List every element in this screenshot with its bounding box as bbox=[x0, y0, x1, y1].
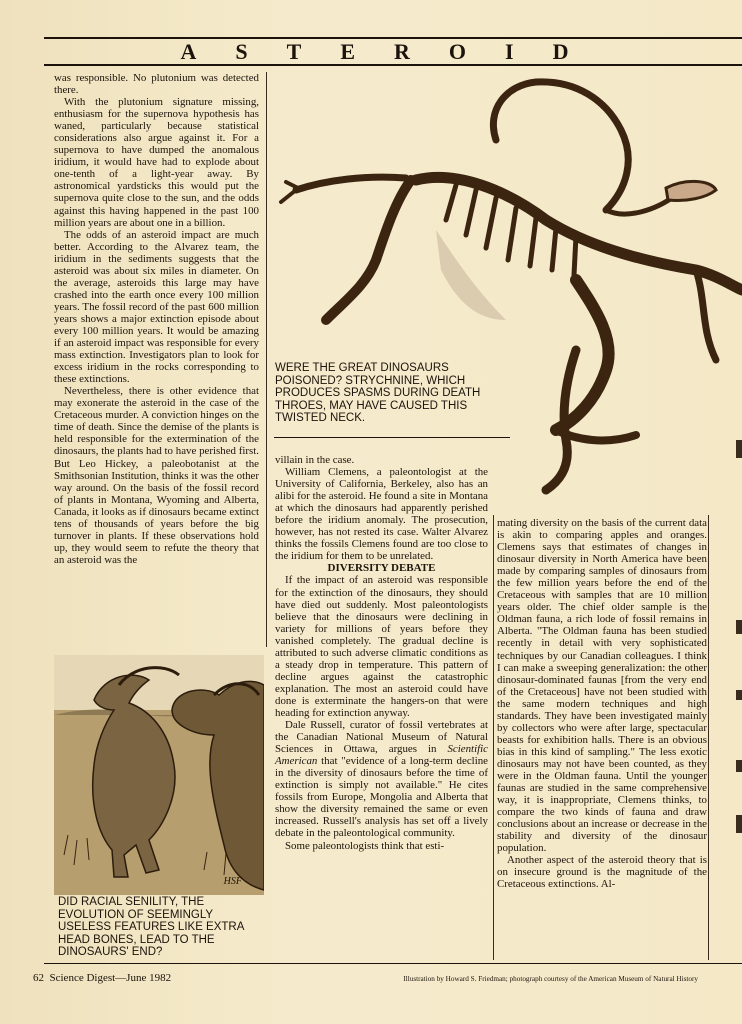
edge-mark bbox=[736, 690, 742, 700]
paragraph: Nevertheless, there is other evidence that may exonerate the asteroid in the case of the Cretaceous murder. A conviction hinges on the time of death. Since the demise of the plants is held responsible for the extermination of the dinosaurs, the plants had to have perished first. But Leo Hickey, a paleobotanist at the Smithsonian Institution, thinks it was the other way around. On the basis of the fossil record of plants in Montana, Wyoming and Alberta, Canada, it looks as if dinosaurs became extinct tens of thousands of years before the big turnover in plants. If these observations hold up, they would seem to refute the theory that an asteroid was the bbox=[54, 385, 259, 566]
photo-credit: Illustration by Howard S. Friedman; photograph courtesy of the American Museum of Natural History bbox=[403, 975, 698, 983]
section-header bbox=[44, 40, 742, 64]
paragraph: Another aspect of the asteroid theory that is on insecure ground is the magnitude of the Cretaceous extinctions. Al- bbox=[497, 854, 707, 891]
footer-folio bbox=[33, 972, 171, 984]
column-1 bbox=[54, 72, 259, 566]
hadrosaur-illustration bbox=[54, 655, 264, 895]
footer-rule bbox=[44, 963, 742, 964]
edge-mark bbox=[736, 760, 742, 772]
publication-title: Scientific American bbox=[275, 743, 488, 768]
paragraph-text: Dale Russell, curator of fossil vertebrates at the Canadian National Museum of Natural Sciences in Ottawa, argues in bbox=[275, 719, 488, 756]
section-title: ASTEROID bbox=[180, 39, 608, 64]
page-number: 62 bbox=[33, 972, 44, 984]
edge-mark bbox=[736, 815, 742, 833]
hadrosaur-caption: DID RACIAL SENILITY, THE EVOLUTION OF SEEMINGLY USELESS FEATURES LIKE EXTRA HEAD BONES, LEAD TO THE DINOSAURS' END? bbox=[58, 896, 244, 959]
paragraph: Some paleontologists think that esti- bbox=[285, 839, 445, 852]
paragraph: villain in the case. bbox=[275, 454, 355, 466]
paragraph: was responsible. No plutonium was detected there. bbox=[54, 72, 259, 97]
section-subhead: DIVERSITY DEBATE bbox=[327, 562, 436, 575]
column-divider bbox=[266, 72, 267, 647]
edge-mark bbox=[736, 440, 742, 458]
column-divider bbox=[493, 515, 494, 960]
skeleton-caption: WERE THE GREAT DINOSAURS POISONED? STRYCHNINE, WHICH PRODUCES SPASMS DURING DEATH THROES, MAY HAVE CAUSED THIS TWISTED NECK. bbox=[275, 362, 481, 425]
illustrator-signature: HSF bbox=[223, 876, 242, 887]
paragraph: The odds of an asteroid impact are much better. According to the Alvarez team, the iridium in the sediments suggests that the asteroid was about six miles in diameter. On the average, asteroids this large may have crashed into the earth once every 100 million years. The fossil record of the past 600 million years shows a major extinction episode about every 100 million years. It would be amazing if an asteroid impact was responsible for every mass extinction. Investigators plan to look for excess iridium in the rocks corresponding to these extinctions. bbox=[54, 228, 259, 386]
column-3 bbox=[497, 517, 707, 890]
paragraph bbox=[275, 719, 488, 839]
edge-mark bbox=[736, 620, 742, 634]
paragraph: William Clemens, a paleontologist at the University of California, Berkeley, also has an alibi for the asteroid. He found a site in Montana at which the dinosaurs had apparently perished before the iridium anomaly. The prosecution, however, has not rested its case. Walter Alvarez thinks the fossils Clemens found are too close to the iridium for them to be unrelated. bbox=[275, 466, 488, 563]
dinosaur-skeleton-photo bbox=[276, 70, 742, 500]
paragraph: If the impact of an asteroid was responsible for the extinction of the dinosaurs, they should have died out suddenly. Most paleontologists believe that the dinosaurs were declining in variety for millions of years before they vanished completely. The gradual decline is attributed to such adverse climatic conditions as a steady drop in temperature. This pattern of decline argues against the catastrophic explanation. The most an asteroid could have done is exterminate the hangers-on that were heading for extinction anyway. bbox=[275, 574, 488, 719]
caption-rule bbox=[274, 437, 510, 438]
column-2 bbox=[275, 454, 488, 852]
hadrosaur-drawing bbox=[54, 655, 264, 895]
paragraph: mating diversity on the basis of the current data is akin to comparing apples and oranges. Clemens says that estimates of changes in dinosaur diversity in North America have been made by comparing samples of dinosaurs from the few million years before the end of the Cretaceous with samples that are 10 million years older. The chief older sample is the Oldman fauna, a rich lode of fossil remains in Alberta. "The Oldman fauna has been studied recently in detail with very sophisticated techniques by our Canadian colleagues. I think I can make a sweeping generalization: the other dinosaur-dominated faunas [from the very end of the Cretaceous] have not been studied with the same modern techniques and high standards. They have been investigated mainly by collectors who were after large, spectacular beasts for exhibition halls. There is an obvious bias in this kind of sampling." The less exotic dinosaurs may not have been counted, as they were in the Oldman fauna. Until the younger faunas are studied in the same comprehensive way, it is inappropriate, Clemens thinks, to compare the two kinds of fauna and draw conclusions about an increase or decrease in the stability and diversity of the dinosaur population. bbox=[497, 517, 707, 855]
column-divider bbox=[708, 515, 709, 960]
publication-name: Science Digest—June 1982 bbox=[49, 972, 172, 984]
paragraph-text: that "evidence of a long-term decline in the diversity of dinosaurs before the time of extinction is simply not available." He cites fossils from Europe, Mongolia and Alberta that show the diversity remained the same or even increased. Russell's analysis has set off a lively debate in the paleontological community. bbox=[275, 755, 488, 840]
paragraph: With the plutonium signature missing, enthusiasm for the supernova hypothesis has waned, particularly because statistical considerations also argue against it. For a supernova to have dumped the anomalous iridium, it would have had to explode about one-tenth of a light-year away. By astronomical yardsticks this would put the supernova quite close to the sun, and the odds against this having happened in the past 100 million years are about one in a billion. bbox=[54, 96, 259, 229]
